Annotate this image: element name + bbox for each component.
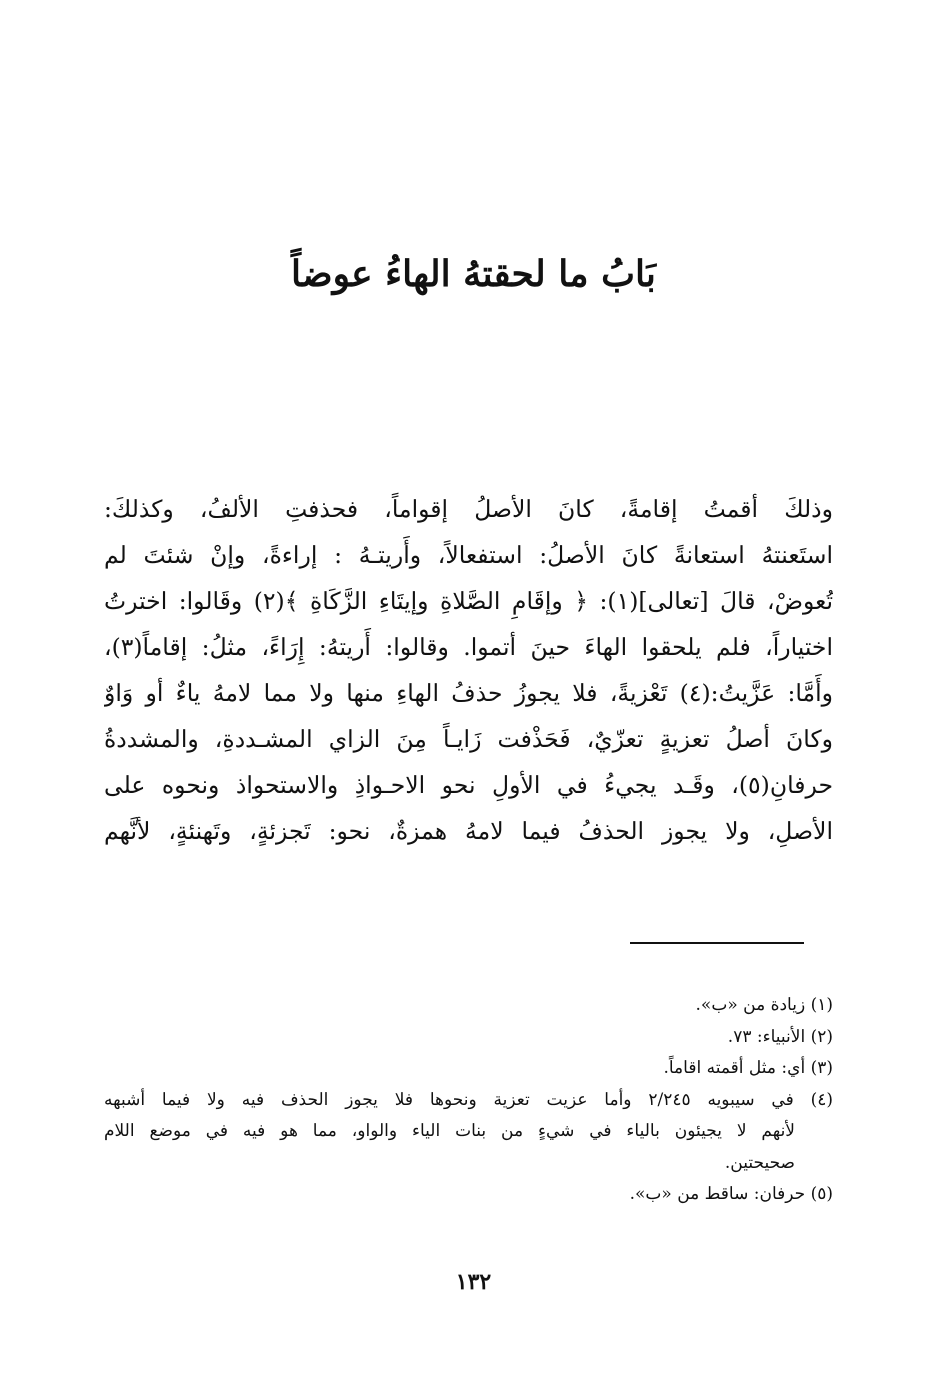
body-line: الأصلِ، ولا يجوز الحذفُ فيما لامهُ همزةٌ، نحو: تَجزئةٍ، وتَهنئةٍ، لأنَّهم <box>104 817 833 845</box>
footnote-4: (٤) في سيبويه ٢/٢٤٥ وأما عزيت تعزية ونحوها فلا يجوز الحذف فيه ولا فيما أشبهه <box>104 1089 833 1110</box>
footnote-1: (١) زيادة من «ب». <box>695 995 833 1015</box>
body-line: حرفانِ(٥)، وقَـد يجيءُ في الأولِ نحو الاحـواذِ والاستحواذ ونحوه على <box>104 771 833 799</box>
page-number: ١٣٢ <box>455 1269 492 1295</box>
chapter-title: بَابُ ما لحقتهُ الهاءُ عوضاً <box>291 253 656 295</box>
body-line: وذلكَ أقمتُ إقامةً، كانَ الأصلُ إقواماً، فحذفتِ الألفُ، وكذلكَ: <box>104 495 833 523</box>
footnote-2: (٢) الأنبياء: ٧٣. <box>727 1026 833 1047</box>
body-line: استَعنتهُ استعانةً كانَ الأصلُ: استفعالاً، وأَريتـهُ : إراءةً، وإنْ شئتَ لم <box>104 541 833 569</box>
footnote-3: (٣) أي: مثل أقمته اقاماً. <box>663 1058 833 1078</box>
body-line: اختياراً، فلم يلحقوا الهاءَ حينَ أتموا. وقالوا: أَريتهُ: إِرَاءً، مثلُ: إقاماً(٣)، <box>104 633 833 661</box>
body-line: وكانَ أصلُ تعزيةٍ تعزّيٌ، فَحَذْفت زَايـاً مِنَ الزاي المشـددةِ، والمشددةُ <box>104 725 833 753</box>
footnotes <box>104 990 833 1211</box>
footnote-4-continuation: صحيحتين. <box>724 1152 795 1173</box>
body-line: وأَمَّا: عَزَّيتُ:(٤) تَعْزيةً، فلا يجوزُ حذفُ الهاءِ منها ولا مما لامهُ ياءٌ أو وَاوٌ <box>104 679 833 707</box>
footnote-4-continuation: لأنهم لا يجيئون بالياء في شيءٍ من بنات الياء والواو، مما هو فيه في موضع اللام <box>104 1121 795 1141</box>
body-line: تُعوضْ، قالَ [تعالى](١): ﴿ وإقَامِ الصَّلاةِ وإيتَاءِ الزَّكَاةِ ﴾(٢) وقَالوا: اخترتُ <box>104 587 833 615</box>
body-text <box>104 486 833 854</box>
footnote-5: (٥) حرفان: ساقط من «ب». <box>629 1184 833 1204</box>
footnote-separator <box>630 942 804 944</box>
